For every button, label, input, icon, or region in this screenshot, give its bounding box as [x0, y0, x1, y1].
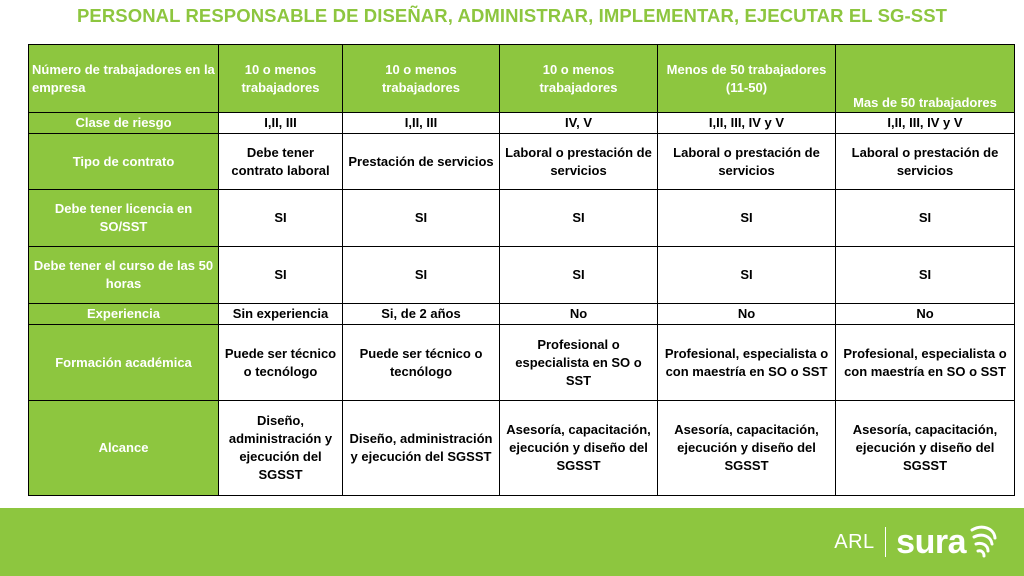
table-cell: I,II, III, IV y V	[658, 113, 836, 134]
table-header-row	[29, 45, 1015, 113]
table-row	[29, 304, 1015, 325]
header-cell: Mas de 50 trabajadores	[836, 45, 1015, 113]
table-cell: I,II, III, IV y V	[836, 113, 1015, 134]
sgsst-requirements-table	[28, 44, 1015, 496]
row-label: Experiencia	[29, 304, 219, 325]
table-row	[29, 247, 1015, 304]
table-cell: SI	[658, 190, 836, 247]
arl-sura-logo	[834, 520, 998, 564]
row-label: Formación académica	[29, 325, 219, 401]
table-cell: Profesional o especialista en SO o SST	[500, 325, 658, 401]
table-cell: Laboral o prestación de servicios	[658, 134, 836, 190]
table-cell: Profesional, especialista o con maestría en SO o SST	[836, 325, 1015, 401]
table-cell: I,II, III	[343, 113, 500, 134]
table-cell: SI	[836, 247, 1015, 304]
page-title: PERSONAL RESPONSABLE DE DISEÑAR, ADMINISTRAR, IMPLEMENTAR, EJECUTAR EL SG-SST	[76, 5, 948, 26]
table-cell: Puede ser técnico o tecnólogo	[343, 325, 500, 401]
table-cell: SI	[836, 190, 1015, 247]
table-row	[29, 134, 1015, 190]
table-row	[29, 113, 1015, 134]
table-cell: SI	[500, 247, 658, 304]
table-cell: SI	[658, 247, 836, 304]
table-row	[29, 190, 1015, 247]
row-label: Debe tener el curso de las 50 horas	[29, 247, 219, 304]
row-label: Clase de riesgo	[29, 113, 219, 134]
table-row	[29, 325, 1015, 401]
table-cell: SI	[219, 190, 343, 247]
table-cell: Profesional, especialista o con maestría en SO o SST	[658, 325, 836, 401]
brand-arl-text: ARL	[834, 530, 875, 553]
header-cell: Menos de 50 trabajadores (11-50)	[658, 45, 836, 113]
table-cell: Sin experiencia	[219, 304, 343, 325]
table-cell: No	[500, 304, 658, 325]
row-label: Alcance	[29, 401, 219, 496]
table-cell: Diseño, administración y ejecución del SGSST	[343, 401, 500, 496]
header-cell: Número de trabajadores en la empresa	[29, 45, 219, 113]
table-cell: SI	[219, 247, 343, 304]
table-cell: I,II, III	[219, 113, 343, 134]
table-cell: No	[658, 304, 836, 325]
table-row	[29, 401, 1015, 496]
table-cell: Si, de 2 años	[343, 304, 500, 325]
table-cell: Asesoría, capacitación, ejecución y diseño del SGSST	[500, 401, 658, 496]
sura-swirl-icon	[968, 524, 998, 560]
table-cell: Asesoría, capacitación, ejecución y diseño del SGSST	[658, 401, 836, 496]
row-label: Debe tener licencia en SO/SST	[29, 190, 219, 247]
table-cell: SI	[500, 190, 658, 247]
table-cell: SI	[343, 247, 500, 304]
table-cell: No	[836, 304, 1015, 325]
row-label: Tipo de contrato	[29, 134, 219, 190]
table-cell: Puede ser técnico o tecnólogo	[219, 325, 343, 401]
table-cell: Debe tener contrato laboral	[219, 134, 343, 190]
table-cell: Asesoría, capacitación, ejecución y diseño del SGSST	[836, 401, 1015, 496]
header-cell: 10 o menos trabajadores	[343, 45, 500, 113]
table-cell: Diseño, administración y ejecución del SGSST	[219, 401, 343, 496]
footer-bar	[0, 508, 1024, 576]
table-cell: Laboral o prestación de servicios	[500, 134, 658, 190]
header-cell: 10 o menos trabajadores	[500, 45, 658, 113]
table-cell: IV, V	[500, 113, 658, 134]
table-cell: Laboral o prestación de servicios	[836, 134, 1015, 190]
brand-sura-text: sura	[896, 523, 966, 561]
table-cell: Prestación de servicios	[343, 134, 500, 190]
table-cell: SI	[343, 190, 500, 247]
brand-divider	[885, 527, 887, 557]
header-cell: 10 o menos trabajadores	[219, 45, 343, 113]
